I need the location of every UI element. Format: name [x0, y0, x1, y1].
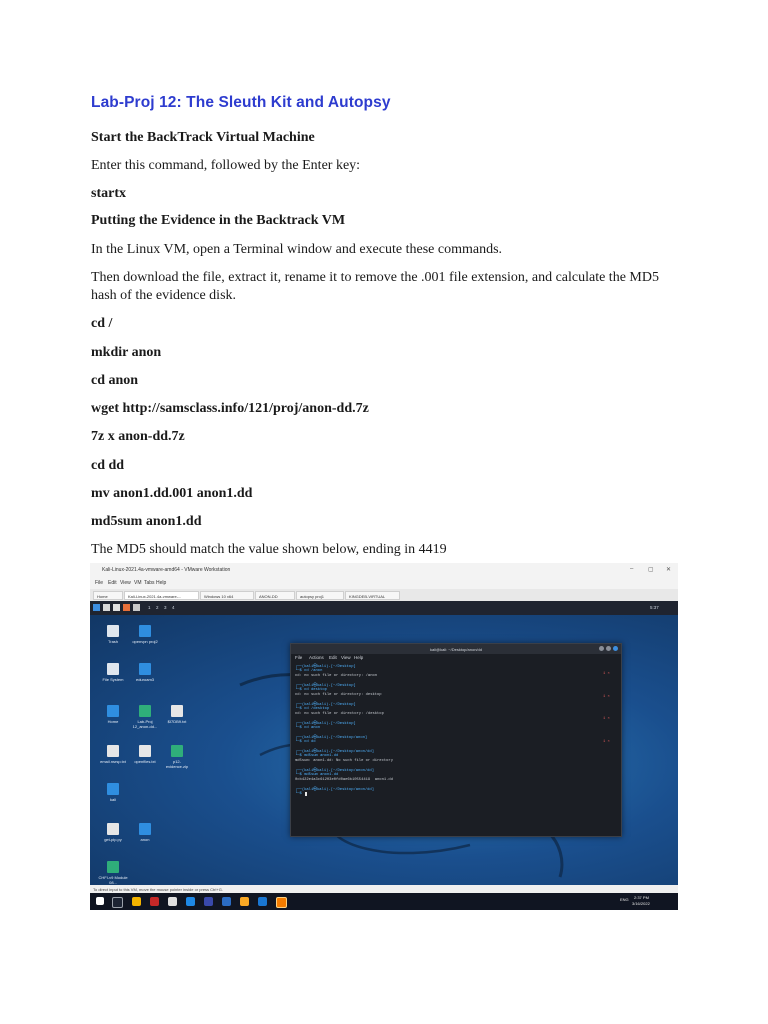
terminal-line: └─$ cd desktop — [295, 688, 327, 692]
windows-taskbar — [90, 893, 678, 910]
app-icon[interactable] — [168, 897, 177, 906]
terminal-line: └─$ cd anon — [295, 726, 321, 730]
desktop-icon[interactable] — [162, 745, 192, 769]
terminal-icon[interactable] — [113, 604, 120, 611]
desktop-file-icon — [171, 745, 183, 757]
desktop-icon-label: $I7DB9.txt — [167, 719, 187, 724]
word-icon[interactable] — [258, 897, 267, 906]
kali-menu-icon[interactable] — [93, 604, 100, 611]
workspace-3[interactable]: 3 — [164, 605, 167, 610]
terminal-line: ┌──(kali㉿kali)-[~/Desktop] — [295, 722, 356, 726]
desktop-icon-label: Trash — [107, 639, 119, 644]
terminal-line: cd: no such file or directory: /anon — [295, 674, 378, 678]
vmware-window-title: Kali-Linux-2021.4a-vmware-amd64 - VMware Workstation — [102, 567, 231, 573]
vmware-status-bar — [90, 885, 678, 893]
desktop-icon[interactable] — [98, 861, 128, 885]
terminal-line: ┌──(kali㉿kali)-[~/Desktop] — [295, 684, 356, 688]
taskbar-date: 3/16/2022 — [632, 901, 650, 906]
opera-icon[interactable] — [150, 897, 159, 906]
desktop-icon[interactable] — [98, 705, 128, 724]
vmware-menu-item[interactable]: VM — [134, 580, 142, 586]
desktop-file-icon — [139, 745, 151, 757]
desktop-icon-label: anon — [140, 837, 150, 842]
desktop-icon[interactable] — [98, 823, 128, 842]
file-explorer-icon[interactable] — [132, 897, 141, 906]
close-icon[interactable]: ✕ — [666, 567, 672, 573]
taskbar-lang: ENG — [620, 897, 629, 902]
doc-line: startx — [91, 186, 126, 201]
edge-icon[interactable] — [222, 897, 231, 906]
desktop-icon[interactable] — [98, 625, 128, 644]
doc-line: md5sum anon1.dd — [91, 514, 202, 529]
terminal-error-mark: 1 ⨯ — [603, 695, 610, 699]
taskbar-time: 2:37 PM — [634, 895, 649, 900]
terminal-menu-item[interactable]: View — [341, 655, 351, 660]
maximize-icon[interactable]: ▢ — [648, 567, 654, 573]
vmware-tab[interactable]: ANON-DD — [255, 591, 295, 600]
vmware-menu-item[interactable]: Edit — [108, 580, 117, 586]
desktop-icon[interactable] — [98, 745, 128, 764]
desktop-icon-label: CHFI-v9 Module 08... — [98, 875, 128, 885]
terminal-line: └─$ — [295, 792, 305, 796]
vmware-screenshot — [90, 563, 678, 910]
terminal-window[interactable] — [290, 643, 622, 837]
desktop-file-icon — [107, 745, 119, 757]
doc-line: mkdir anon — [91, 345, 162, 360]
windows-start-icon[interactable] — [96, 897, 104, 905]
page-title: Lab-Proj 12: The Sleuth Kit and Autopsy — [91, 94, 391, 111]
vmware-tab[interactable]: Windows 10 x64 — [200, 591, 254, 600]
desktop-icon[interactable] — [98, 783, 128, 802]
desktop-icon-label: kali — [109, 797, 116, 802]
desktop-icon[interactable] — [130, 663, 160, 682]
vmware-taskbar-icon[interactable] — [276, 897, 287, 908]
terminal-line: md5sum: anon1.dd: No such file or directory — [295, 759, 393, 763]
terminal-menu-item[interactable]: Actions — [309, 655, 324, 660]
desktop-icon[interactable] — [130, 705, 160, 729]
vmware-tab-bar — [90, 589, 678, 601]
doc-line: In the Linux VM, open a Terminal window and execute these commands. — [91, 242, 503, 257]
terminal-error-mark: 1 ⨯ — [603, 740, 610, 744]
vmware-menu-item[interactable]: Help — [156, 580, 167, 586]
vmware-menu-item[interactable]: Tabs — [144, 580, 155, 586]
doc-line: Putting the Evidence in the Backtrack VM — [91, 213, 346, 228]
desktop-icon[interactable] — [98, 663, 128, 682]
terminal-menu-item[interactable]: Help — [354, 655, 364, 660]
vmware-menu-bar — [90, 577, 678, 589]
workspace-2[interactable]: 2 — [156, 605, 159, 610]
terminal-menu — [291, 654, 621, 662]
desktop-icon-label: get-pip.py — [104, 837, 122, 842]
desktop-icon-label: openfiles.txt — [134, 759, 156, 764]
vmware-menu-item[interactable]: File — [95, 580, 104, 586]
terminal-line: cd: no such file or directory: /desktop — [295, 712, 384, 716]
desktop-file-icon — [139, 625, 151, 637]
desktop-file-icon — [171, 705, 183, 717]
desktop-icon-label: Lab-Proj 12_anon-dd... — [132, 719, 158, 729]
terminal-maximize-icon[interactable] — [606, 646, 611, 651]
doc-line: cd / — [91, 316, 113, 331]
vscode-icon[interactable] — [186, 897, 195, 906]
kali-clock: 5:37 — [650, 605, 659, 610]
terminal-line: ┌──(kali㉿kali)-[~/Desktop/anon/dd] — [295, 788, 374, 792]
terminal-title-bar — [291, 644, 621, 654]
terminal-line: 0cb422e4a3c61203e0fd0ae6b10554419 anon1.dd — [295, 778, 393, 782]
workspace-4[interactable]: 4 — [172, 605, 175, 610]
desktop-icon-label: openvpn proj2 — [132, 639, 158, 644]
desktop-icon-label: email.nsrsp.txt — [100, 759, 126, 764]
vmware-title-bar — [90, 563, 678, 577]
file-manager-icon[interactable] — [103, 604, 110, 611]
status-text: To direct input to this VM, move the mouse pointer inside or press Ctrl+G. — [93, 887, 223, 892]
terminal-line: ┌──(kali㉿kali)-[~/Desktop] — [295, 665, 356, 669]
desktop-icon[interactable] — [130, 625, 160, 644]
terminal-line: └─$ cd /anon — [295, 669, 323, 673]
terminal-menu-item[interactable]: File — [295, 655, 303, 660]
doc-line: 7z x anon-dd.7z — [91, 429, 185, 444]
desktop-file-icon — [139, 823, 151, 835]
terminal-launcher-icon[interactable] — [133, 604, 140, 611]
terminal-line: └─$ md5sum anon1.dd — [295, 773, 339, 777]
desktop-file-icon — [139, 663, 151, 675]
terminal-error-mark: 1 ⨯ — [603, 672, 610, 676]
terminal-minimize-icon[interactable] — [599, 646, 604, 651]
minimize-icon[interactable]: – — [630, 566, 634, 572]
workspace-1[interactable]: 1 — [148, 605, 151, 610]
vmware-tab[interactable]: Kali-Linux-2021.4a-vmware-... — [124, 591, 199, 600]
terminal-line: └─$ cd dd — [295, 740, 316, 744]
desktop-file-icon — [107, 705, 119, 717]
kali-panel — [90, 601, 678, 615]
terminal-title: kali@kali: ~/Desktop/anon/dd — [430, 647, 482, 652]
desktop-file-icon — [107, 823, 119, 835]
vmware-tab[interactable]: KINGDEB-VIRTUAL — [345, 591, 400, 600]
desktop-icon-label: File System — [102, 677, 124, 682]
vmware-menu-item[interactable]: View — [120, 580, 131, 586]
terminal-cursor — [305, 792, 307, 796]
terminal-line: ┌──(kali㉿kali)-[~/Desktop/anon/dd] — [295, 750, 374, 754]
kali-desktop — [90, 615, 678, 885]
terminal-close-icon[interactable] — [613, 646, 618, 651]
terminal-menu-item[interactable]: Edit — [329, 655, 337, 660]
doc-line: wget http://samsclass.info/121/proj/anon-dd.7z — [91, 401, 369, 416]
doc-line: The MD5 should match the value shown below, ending in 4419 — [91, 542, 447, 557]
desktop-file-icon — [107, 625, 119, 637]
doc-line: cd dd — [91, 458, 125, 473]
desktop-file-icon — [107, 663, 119, 675]
doc-line: Start the BackTrack Virtual Machine — [91, 130, 315, 145]
doc-line: cd anon — [91, 373, 139, 388]
doc-line: Then download the file, extract it, rename it to remove the .001 file extension, and calculate the MD5 hash of the evidence disk. — [91, 270, 659, 303]
chrome-icon[interactable] — [240, 897, 249, 906]
doc-line: mv anon1.dd.001 anon1.dd — [91, 486, 253, 501]
desktop-file-icon — [139, 705, 151, 717]
vmware-tab[interactable]: Home — [93, 591, 123, 600]
terminal-error-mark: 1 ⨯ — [603, 717, 610, 721]
discord-icon[interactable] — [204, 897, 213, 906]
desktop-icon[interactable] — [130, 745, 160, 764]
desktop-icon-label: eduroam3 — [135, 677, 154, 682]
terminal-line: ┌──(kali㉿kali)-[~/Desktop/anon/dd] — [295, 769, 374, 773]
desktop-icon-label: p12-evidence.zip — [165, 759, 189, 769]
desktop-icon[interactable] — [162, 705, 192, 724]
desktop-icon-label: Home — [107, 719, 119, 724]
desktop-file-icon — [107, 861, 119, 873]
terminal-line: cd: no such file or directory: desktop — [295, 693, 382, 697]
terminal-line: └─$ cd /desktop — [295, 707, 330, 711]
search-icon[interactable] — [112, 897, 123, 908]
vmware-tab[interactable]: autopsy proj1 — [296, 591, 344, 600]
firefox-icon[interactable] — [123, 604, 130, 611]
terminal-line: ┌──(kali㉿kali)-[~/Desktop/anon] — [295, 736, 368, 740]
desktop-file-icon — [107, 783, 119, 795]
terminal-line: └─$ md5sum anon1.dd — [295, 754, 339, 758]
desktop-icon[interactable] — [130, 823, 160, 842]
doc-line: Enter this command, followed by the Enter key: — [91, 158, 361, 173]
terminal-line: ┌──(kali㉿kali)-[~/Desktop] — [295, 703, 356, 707]
